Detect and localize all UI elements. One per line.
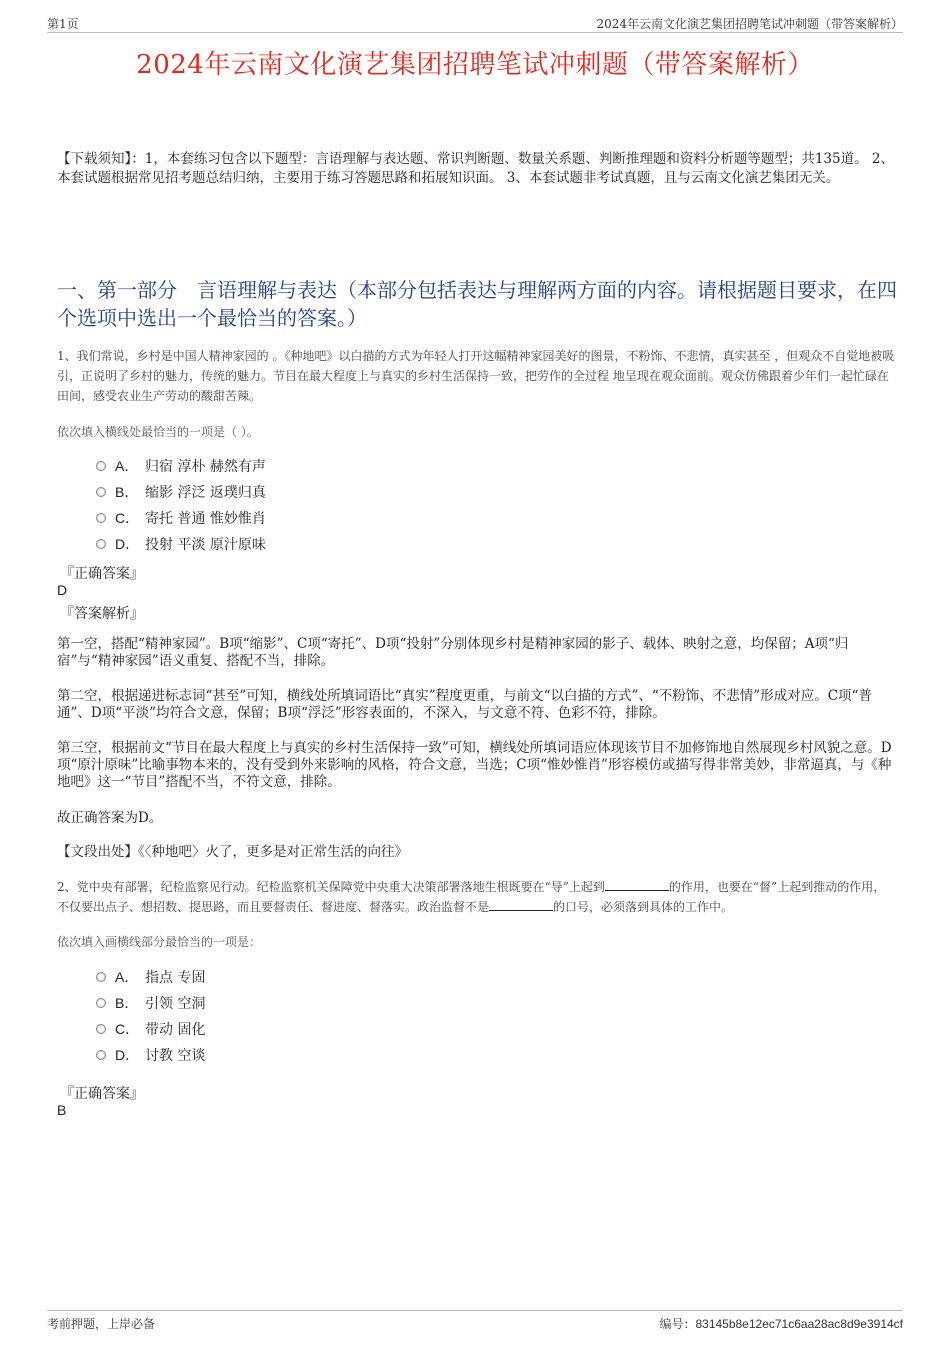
radio-icon[interactable] <box>96 513 106 523</box>
q2-stem-part-2: 的作用，也要在“督”上起到 <box>668 880 814 894</box>
option-key: C． <box>115 1021 140 1037</box>
document-title: 2024年云南文化演艺集团招聘笔试冲刺题（带答案解析） <box>136 50 814 80</box>
download-notice: 【下载须知】：1，本套练习包含以下题型：言语理解与表达题、常识判断题、数量关系题、判断推理题和资料分析题等题型；共135道。 2、本套试题根据常见招考题总结归纳，主要用于练习答题思路和拓展知识面。 3、本套试题非考试真题，且与云南文化演艺集团无关。 <box>57 151 894 186</box>
radio-icon[interactable] <box>96 998 106 1008</box>
option-key: A． <box>115 969 139 985</box>
section-heading: 一、第一部分 言语理解与表达（本部分包括表达与理解两方面的内容。请根据题目要求，在四个选项中选出一个最恰当的答案。） <box>57 278 897 330</box>
q1-explanation-3: 第三空，根据前文“节目在最大程度上与真实的乡村生活保持一致”可知，横线处所填词语应体现该节目不加修饰地自然展现乡村风貌之意。D项“原汁原味”比喻事物本来的，没有受到外来影响的风格，符合文意，当选；C项“惟妙惟肖”形容模仿或描写得非常美妙，非常逼真，与《种地吧》这一“节目”搭配不当，不符文意，排除。 <box>57 740 892 790</box>
option-key: B． <box>115 484 139 500</box>
q1-analysis-label: 『答案解析』 <box>60 606 144 622</box>
fill-blank <box>605 879 669 891</box>
q1-explanation-2: 第二空，根据递进标志词“甚至”可知，横线处所填词语比“真实”程度更重，与前文“以白描的方式”、“不粉饰、不悲情”形成对应。C项“普通”、D项“平淡”均符合文意，保留；B项“浮泛”形容表面的，不深入，与文意不符、色彩不符，排除。 <box>57 688 872 721</box>
q1-option-a[interactable] <box>96 453 266 479</box>
q2-stem-part-4: 的口号，必须落到具体的工作中。 <box>553 900 734 914</box>
q2-option-b[interactable] <box>96 990 205 1016</box>
option-text: 寄托 普通 惟妙惟肖 <box>145 511 266 527</box>
option-text: 指点 专固 <box>145 970 206 986</box>
option-key: D． <box>115 536 140 552</box>
q1-option-b[interactable] <box>96 479 266 505</box>
q1-option-d[interactable] <box>96 531 266 557</box>
footer-slogan: 考前押题，上岸必备 <box>47 1317 156 1331</box>
q2-options <box>96 964 205 1068</box>
option-key: D． <box>115 1047 140 1063</box>
q2-option-a[interactable] <box>96 964 205 990</box>
q1-options <box>96 453 266 557</box>
q2-stem-part-1: 2、党中央有部署，纪检监察见行动。纪检监察机关保障党中央重大决策部署落地生根既要在“导”上起到 <box>57 880 605 894</box>
q2-stem-part-3: 推动的作用，不仅要出点子、想招数、提思路，而且要督责任、督进度、督落实。政治监督不是 <box>57 880 886 914</box>
page-header <box>47 14 903 33</box>
q2-option-c[interactable] <box>96 1016 205 1042</box>
q1-source: 【文段出处】《〈种地吧〉火了，更多是对正常生活的向往》 <box>57 844 408 860</box>
option-text: 投射 平淡 原汁原味 <box>145 537 266 553</box>
page-footer <box>47 1310 903 1331</box>
page-number: 第1页 <box>47 17 79 31</box>
option-text: 归宿 淳朴 赫然有声 <box>145 459 266 475</box>
footer-code-value: 83145b8e12ec71c6aa28ac8d9e3914cf <box>695 1317 903 1331</box>
footer-code <box>659 1315 903 1332</box>
radio-icon[interactable] <box>96 487 106 497</box>
q2-answer-label: 『正确答案』 <box>60 1086 144 1102</box>
fill-blank <box>489 899 553 911</box>
option-text: 引领 空洞 <box>145 996 206 1012</box>
q2-answer: B <box>57 1102 67 1118</box>
radio-icon[interactable] <box>96 1050 106 1060</box>
q2-ask: 依次填入画横线部分最恰当的一项是： <box>57 935 262 949</box>
radio-icon[interactable] <box>96 972 106 982</box>
option-key: C． <box>115 510 140 526</box>
header-doc-title: 2024年云南文化演艺集团招聘笔试冲刺题（带答案解析） <box>596 17 903 31</box>
option-key: B． <box>115 995 139 1011</box>
option-text: 讨教 空谈 <box>145 1048 206 1064</box>
q1-explanation-1: 第一空，搭配“精神家园”。B项“缩影”、C项“寄托”、D项“投射”分别体现乡村是精神家园的影子、载体、映射之意，均保留；A项“归宿”与“精神家园”语义重复、搭配不当，排除。 <box>57 636 849 669</box>
q1-conclusion: 故正确答案为D。 <box>57 810 163 826</box>
q1-option-c[interactable] <box>96 505 266 531</box>
q2-option-d[interactable] <box>96 1042 205 1068</box>
q2-stem <box>57 877 897 917</box>
option-key: A． <box>115 458 139 474</box>
q1-answer: D <box>57 582 68 598</box>
radio-icon[interactable] <box>96 539 106 549</box>
q1-stem: 1、我们常说，乡村是中国人精神家园的 。《种地吧》以白描的方式为年轻人打开这幅精神家园美好的图景，不粉饰、不悲情，真实甚至 ，但观众不自觉地被吸引，正说明了乡村的魅力，传统的魅力。节目在最大程度上与真实的乡村生活保持一致，把劳作的全过程 地呈现在观众面前。观众仿佛跟着少年们一起忙碌在田间，感受农业生产劳动的酸甜苦辣。 <box>57 349 895 403</box>
q1-answer-label: 『正确答案』 <box>60 566 144 582</box>
footer-code-label: 编号： <box>659 1317 696 1331</box>
radio-icon[interactable] <box>96 1024 106 1034</box>
radio-icon[interactable] <box>96 461 106 471</box>
q1-ask: 依次填入横线处最恰当的一项是（ ）。 <box>57 425 259 439</box>
option-text: 缩影 浮泛 返璞归真 <box>145 485 266 501</box>
option-text: 带动 固化 <box>145 1022 206 1038</box>
